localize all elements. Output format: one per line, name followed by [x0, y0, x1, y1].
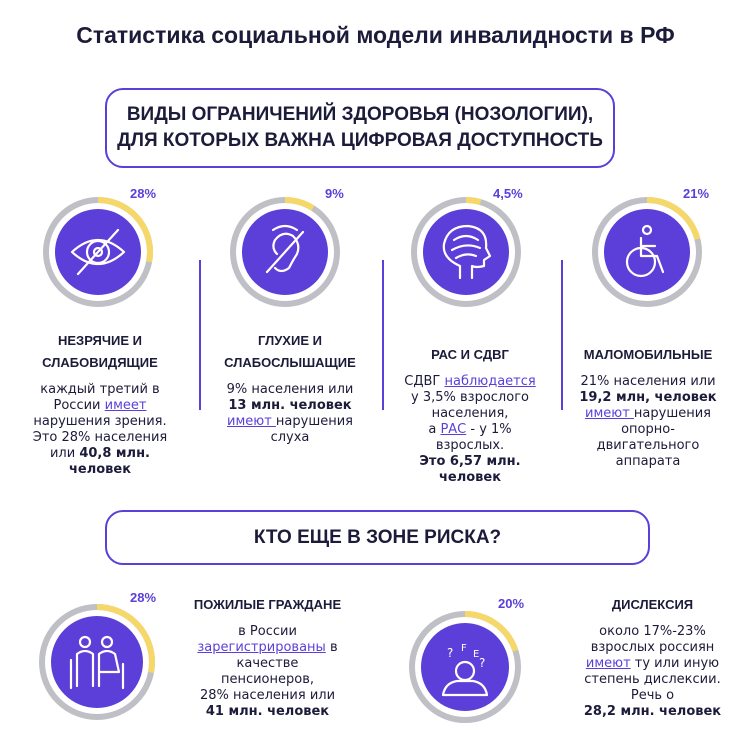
percent-label: 9% [325, 186, 344, 201]
group-asd-adhd: РАС И СДВГ СДВГ наблюдается у 3,5% взрослого населения, а РАС - у 1% взрослых. Это 6,57 млн. человек [404, 347, 536, 485]
group-dyslexia: ДИСЛЕКСИЯ около 17%-23% взрослых россиян имеют ту или иную степень дислексии. Речь о 28,2 млн. человек [583, 597, 722, 719]
group-mobility: МАЛОМОБИЛЬНЫЕ 21% населения или 19,2 млн, человек имеют нарушения опорно- двигательного аппарата [579, 347, 717, 469]
divider [382, 260, 384, 410]
percent-label: 28% [130, 590, 157, 605]
nosology-heading-box [105, 88, 615, 168]
ring-mobility [591, 196, 703, 308]
svg-text:F: F [461, 643, 467, 654]
source-link[interactable]: имеют [227, 414, 276, 429]
percent-label: 21% [683, 186, 710, 201]
group-elderly: ПОЖИЛЫЕ ГРАЖДАНЕ в России зарегистрированы в качестве пенсионеров, 28% населения или 41 млн. человек [193, 597, 342, 719]
heading-line: ВИДЫ ОГРАНИЧЕНИЙ ЗДОРОВЬЯ (НОЗОЛОГИИ), [126, 104, 594, 125]
source-link[interactable]: РАС [440, 422, 467, 437]
percent-label: 4,5% [493, 186, 523, 201]
svg-text:?: ? [479, 656, 486, 670]
ring-vision [42, 196, 154, 308]
ring-dyslexia [408, 610, 522, 724]
group-hearing: ГЛУХИЕ И СЛАБОСЛЫШАЩИЕ 9% населения или 13 млн. человек имеют нарушения слуха [224, 333, 356, 445]
source-link[interactable]: имеют [585, 406, 634, 421]
icon-disc [604, 209, 690, 295]
source-link[interactable]: зарегистрированы [197, 640, 326, 655]
divider [199, 260, 201, 410]
source-link[interactable]: имеют [585, 656, 631, 671]
ring-elderly [38, 603, 156, 721]
percent-label: 20% [498, 596, 525, 611]
heading-line: ДЛЯ КОТОРЫХ ВАЖНА ЦИФРОВАЯ ДОСТУПНОСТЬ [117, 130, 603, 151]
icon-disc [423, 209, 509, 295]
source-link[interactable]: имеет [104, 398, 147, 413]
icon-disc [421, 623, 509, 711]
svg-text:E: E [473, 649, 480, 660]
svg-text:?: ? [447, 646, 454, 660]
source-link[interactable]: наблюдается [444, 374, 536, 389]
group-vision: НЕЗРЯЧИЕ И СЛАБОВИДЯЩИЕ каждый третий в России имеет нарушения зрения. Это 28% населения или 40,8 млн. человек [32, 333, 168, 477]
ring-hearing [229, 196, 341, 308]
page-title: Статистика социальной модели инвалидности в РФ [76, 22, 675, 48]
icon-disc [51, 616, 143, 708]
percent-label: 28% [130, 186, 157, 201]
divider [561, 260, 563, 410]
risk-heading-box: КТО ЕЩЕ В ЗОНЕ РИСКА? [105, 510, 650, 565]
ring-asd [410, 196, 522, 308]
